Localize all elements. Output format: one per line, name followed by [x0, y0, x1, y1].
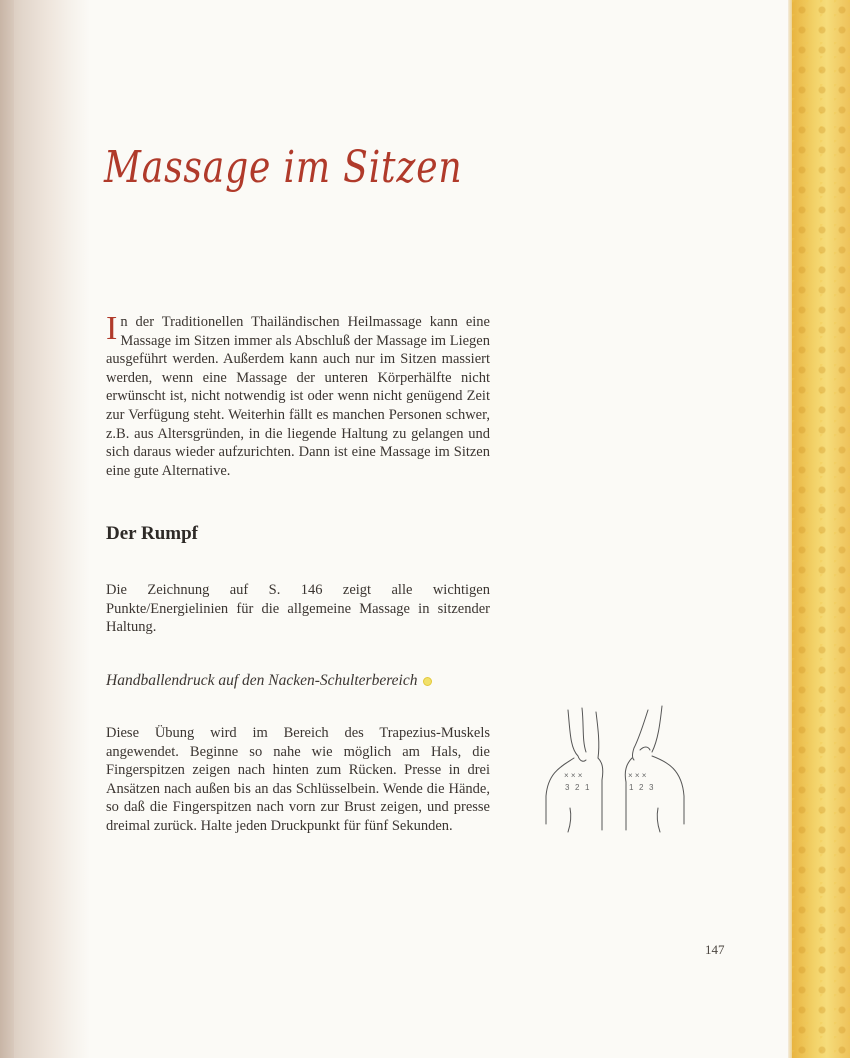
page-number: 147	[705, 942, 725, 957]
shoulder-massage-illustration	[540, 700, 690, 835]
intro-paragraph	[106, 310, 490, 480]
page-edge-left	[0, 0, 14, 1058]
point-number: 3	[649, 783, 654, 792]
exercise-heading-text: Handballendruck auf den Nacken-Schulterbereich	[106, 672, 418, 689]
drop-cap: I	[106, 310, 118, 347]
section-heading: Der Rumpf	[106, 523, 199, 544]
point-number: 3	[565, 783, 570, 792]
point-number: 1	[629, 783, 634, 792]
decorative-gold-band	[792, 0, 850, 1058]
point-number: 1	[585, 783, 590, 792]
exercise-heading	[106, 672, 432, 690]
section-paragraph: Die Zeichnung auf S. 146 zeigt alle wichtigen Punkte/Energielinien für die allgemeine Massage in sitzender Haltung.	[106, 582, 490, 636]
exercise-paragraph: Diese Übung wird im Bereich des Trapezius-Muskels angewendet. Beginne so nahe wie möglich am Hals, die Fingerspitzen zeigen nach hinten zum Rücken. Presse in drei Ansätzen nach außen bis an das Schlüsselbein. Wende die Hände, so daß die Fingerspitzen nach vorn zur Brust zeigen, und presse dreimal zurück. Halte jeden Druckpunkt für fünf Sekunden.	[106, 725, 490, 834]
intro-text: n der Traditionellen Thailändischen Heilmassage kann eine Massage im Sitzen immer als Abschluß der Massage im Liegen ausgeführt werden. Außerdem kann auch nur im Sitzen massiert werden, wenn eine Massage der unteren Körperhälfte nicht erwünscht ist, nicht notwendig ist oder wenn nicht genügend Zeit zur Verfügung steht. Weiterhin fällt es manchen Personen schwer, z.B. aus Altersgründen, in die liegende Haltung zu gelangen und sich daraus wieder aufzurichten. Dann ist eine Massage im Sitzen eine gute Alternative.	[106, 314, 490, 479]
point-number: 2	[639, 783, 644, 792]
point-mark: × × ×	[564, 771, 583, 780]
point-mark: × × ×	[628, 771, 647, 780]
page-title: Massage im Sitzen	[104, 142, 463, 193]
point-number: 2	[575, 783, 580, 792]
yellow-dot-icon	[423, 677, 432, 686]
